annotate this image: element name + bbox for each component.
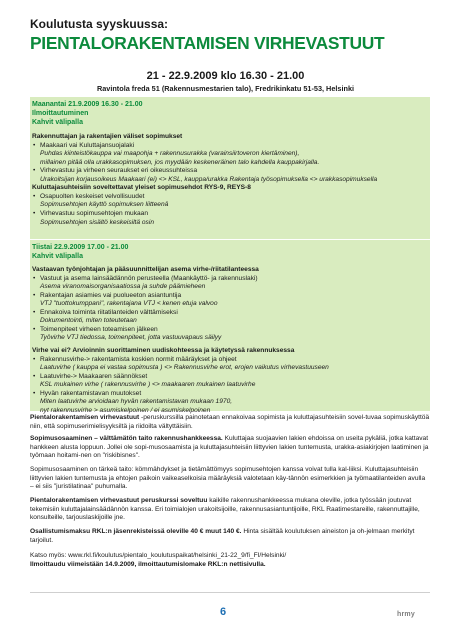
session1-line-7: • Osapuolten keskeiset velvollisuudet xyxy=(40,193,144,201)
session1-line-6: Kuluttajasuhteisiin soveltettavat yleiset sopimusehdot RYS-9, REYS-8 xyxy=(32,184,251,192)
session1-line-3: millainen pitää olla urakkasopimuksen, jos myydään keskeneräinen talo kahdella kauppakirjalla. xyxy=(40,158,320,166)
session1-time: Maanantai 21.9.2009 16.30 - 21.00 xyxy=(32,101,143,108)
paragraph-fee-price: RKL:n jäsenrekisteissä oleville 40 € muut 140 €. xyxy=(90,528,242,535)
paragraph-importance: Sopimusosaaminen on tärkeä taito: kömmähdykset ja tietämättömyys sopimusehtojen kanssa voivat tulla kal-liiksi. Kuluttajasuhteisiin liittyvien lakien tuntemusta ja ehtojen paikoin vaikeaselkoisia määräyksiä valotetaan käy-tännön esimerkkien ja työmaatilanteiden avulla – ei siis "juristilatinaa" puhumalla. xyxy=(30,466,426,490)
page-number: 6 xyxy=(220,606,227,618)
paragraph-contract-text: Kuluttajaa suojaavien lakien ehdoissa on useita pykäliä, jotka kattavat hankkeen alusta loppuun. Jollei ole sopi-musosaamista ja kuluttajasuhteisiin liittyvien lakien tuntemusta, urakka-asiakirjojen laatiminen ja työmaan hoitami-nen on "riskibisnes". xyxy=(30,435,429,459)
page-title: PIENTALORAKENTAMISEN VIRHEVASTUUT xyxy=(30,33,385,53)
session2-line-12: Laatuvirhe ( kauppa ei vastaa sopimusta ) <> Rakennusvirhe erot, erojen vaikutus virhevastuuseen xyxy=(40,364,329,372)
session2-line-10: Virhe vai ei? Arvioinnin suorittaminen uudiskohteessa ja käytetyssä rakennuksessa xyxy=(32,346,295,354)
session1-line-5: Urakoitsijan korjausoikeus Maakaari (ei) <> KSL, kauppa/urakka Rakentaja työsopimuksella <> urakkasopimuksella xyxy=(40,175,378,183)
session1-line-8: Sopimusehtojen käyttö sopimuksen liitteenä xyxy=(40,201,169,209)
session1-line-10: Sopimusehtojen sisältö keskeisiltä osin xyxy=(40,218,154,226)
paragraph-audience-text: kaikille rakennushankkeessa mukana oleville, jotka työssään joutuvat tekemisiin kuluttajalainsäädännön kanssa. Eri toimialojen urakoitsijoille, rakennusasiantuntijoille, RKL Raatimestareille, rakennuttajille, konsulteille, tarjouslaskijoille jne. xyxy=(30,497,420,521)
session1-line-1: • Maakaari vai Kuluttajansuojalaki xyxy=(40,142,134,150)
paragraph-intro xyxy=(30,414,430,431)
session2-line-3: • Rakentajan asiamies vai puolueeton asiantuntija xyxy=(40,292,181,300)
registration-deadline: Ilmoittaudu viimeistään 14.9.2009, ilmoittautumislomake RKL:n nettisivulla. xyxy=(30,561,266,568)
paragraph-contract-lead: Sopimusosaaminen – välttämätön taito rakennushankkeessa. xyxy=(30,435,223,442)
session2-line-13: • Laatuvirhe-> Maakaaren säännökset xyxy=(40,373,147,381)
session2-line-2: Asema viranomaisorganisaatiossa ja suhde päämieheen xyxy=(40,283,206,291)
footer-divider xyxy=(30,592,430,593)
hrmy-logo: hrmy xyxy=(397,611,415,618)
session1-line-0: Rakennuttajan ja rakentajien väliset sopimukset xyxy=(32,133,183,140)
paragraph-fee-lead: Osallistumismaksu xyxy=(30,528,91,535)
session2-line-0: Vastaavan työnjohtajan ja pääsuunnittelijan asema virhe-/riitatilanteessa xyxy=(32,266,259,273)
more-info-link[interactable]: Katso myös: www.rkl.fi/koulutus/pientalo_koulutuspaikat/helsinki_21-22_9/fi_FI/Helsinki/ xyxy=(30,552,287,559)
session2-line-8: Työvirhe VTJ tiedossa, toimenpiteet, jotta vastuuvapaus säilyy xyxy=(40,334,222,342)
session2-line-6: Dokumentointi, miten toteutetaan xyxy=(40,317,137,325)
session2-line-1: • Vastuut ja asema lainsäädännön perusteella (Maankäyttö- ja rakennuslaki) xyxy=(40,275,258,283)
session1-registration: Ilmoittautuminen xyxy=(32,110,89,117)
kicker: Koulutusta syyskuussa: xyxy=(30,17,169,31)
paragraph-fee-text: Hinta sisältää koulutuksen aineiston ja oh-jelmaan merkityt tarjoilut. xyxy=(30,528,415,544)
paragraph-intro-lead: Pientalorakentamisen virhevastuut xyxy=(30,414,140,421)
session1-line-2: Puhdas kiinteistökauppa vai maapohja + rakennusurakka (varainsiirtoveron kiertäminen), xyxy=(40,150,300,158)
session2-coffee: Kahvit välipalla xyxy=(32,253,83,260)
paragraph-audience xyxy=(30,497,430,523)
session1-line-4: • Virhevastuu ja virheen seuraukset eri oikeussuhteissa xyxy=(40,167,197,175)
session2-line-7: • Toimenpiteet virheen toteamisen jälkeen xyxy=(40,326,158,334)
session2-line-17: nyt rakennusvirhe > asumiskelpoinen / ei asumiskelpoinen xyxy=(40,406,211,414)
session2-line-14: KSL mukainen virhe ( rakennusvirhe ) <> maakaaren mukainen laatuvirhe xyxy=(40,381,256,389)
session2-line-16: Miten laatuvirhe arvioidaan hyvän rakentamistavan mukaan 1970, xyxy=(40,398,233,406)
session2-line-11: • Rakennusvirhe-> rakentamista koskien normit määräykset ja ohjeet xyxy=(40,356,237,364)
paragraph-contract-skills xyxy=(30,435,430,461)
session1-coffee: Kahvit välipalla xyxy=(32,119,83,126)
event-venue: Ravintola freda 51 (Rakennusmestarien talo), Fredrikinkatu 51-53, Helsinki xyxy=(96,84,355,93)
session2-line-5: • Ennakoiva toiminta riitatilanteiden välttämiseksi xyxy=(40,309,178,317)
session2-time: Tiistai 22.9.2009 17.00 - 21.00 xyxy=(32,244,129,251)
session1-line-9: • Virhevastuu sopimusehtojen mukaan xyxy=(40,210,148,218)
session2-line-4: VTJ "tuottokumppani", rakentajana VTJ < kenen etuja valvoo xyxy=(40,300,218,308)
paragraph-intro-text: -peruskurssilla painotetaan ennakoivaa sopimista ja kuluttajasuhteisiin sovel-tuvaa sopimuskäyttöä niin, että sopimuserimielisyyksiltä ja riidoilta vältyttäisiin. xyxy=(30,414,430,430)
paragraph-fee xyxy=(30,528,430,545)
event-date: 21 - 22.9.2009 klo 16.30 - 21.00 xyxy=(146,70,305,82)
paragraph-audience-lead: Pientalorakentamisen virhevastuut peruskurssi soveltuu xyxy=(30,497,208,504)
session2-line-15: • Hyvän rakentamistavan muutokset xyxy=(40,390,141,398)
